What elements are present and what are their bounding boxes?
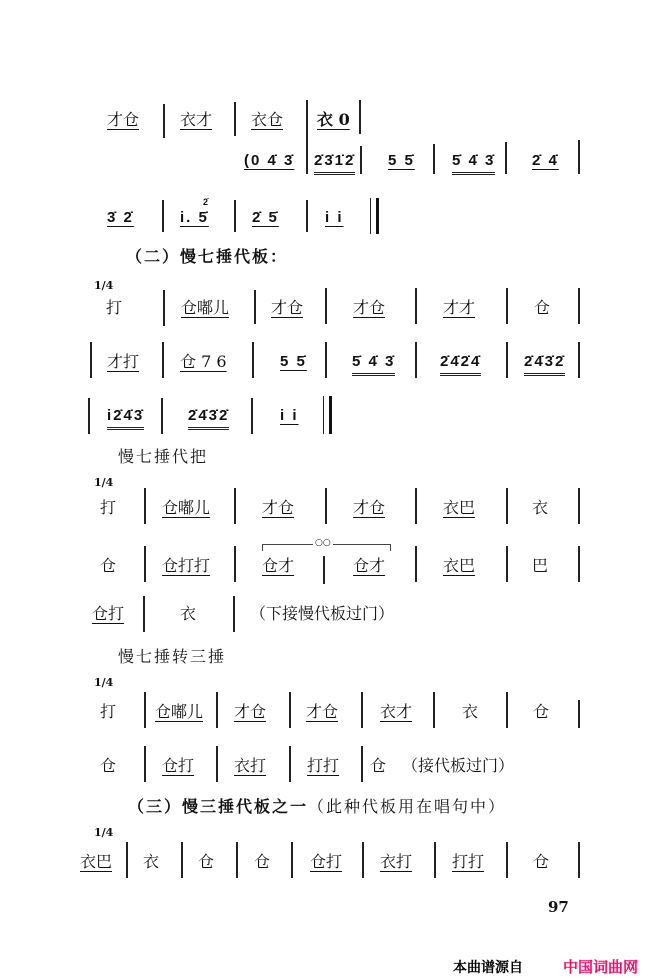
bar-line [359, 100, 361, 134]
bar-line [578, 488, 580, 524]
score-cell: 仓嘟儿 [162, 498, 211, 517]
bar-line [433, 692, 435, 728]
bar-line [216, 746, 218, 782]
score-cell: 仓打打 [162, 556, 211, 575]
footer-site-link[interactable]: 中国词曲网 [563, 958, 639, 976]
section-3-title: 慢七捶代把 [118, 447, 209, 466]
score-cell: 衣才 [380, 702, 413, 721]
bar-line [578, 288, 580, 324]
score-cell: 衣 [462, 702, 479, 721]
bar-line [361, 746, 363, 782]
bar-line [506, 692, 508, 728]
bar-line [360, 146, 362, 174]
bar-line [415, 288, 417, 324]
bar-line [578, 700, 580, 728]
time-signature: 1/4 [94, 826, 114, 839]
bar-line [306, 200, 308, 232]
bar-line [181, 842, 183, 878]
score-cell: 打打 [452, 852, 485, 871]
score-cell: 才仓 [234, 702, 267, 721]
score-cell: i. 5̇ [180, 209, 209, 226]
time-signature: 1/4 [94, 279, 114, 292]
bar-line [506, 342, 508, 378]
score-cell: 仓 [533, 702, 550, 721]
bar-line [216, 692, 218, 728]
score-cell: 衣打 [234, 756, 267, 775]
score-cell: 才仓 [353, 298, 386, 317]
score-cell: 仓 [533, 852, 550, 871]
bar-line [578, 342, 580, 378]
bar-line [234, 102, 236, 136]
bar-line [505, 142, 507, 174]
score-cell: 仓打 [310, 852, 343, 871]
bar-line [506, 488, 508, 524]
repeat-mark: ○○ [315, 538, 331, 548]
bar-line [361, 692, 363, 728]
bar-line [90, 342, 92, 378]
score-cell: 才仓 [262, 498, 295, 517]
score-cell: 5̇ 4̇ 3̇ [352, 352, 395, 376]
final-bar-line [370, 198, 379, 234]
bar-line [163, 104, 165, 138]
bar-line [236, 842, 238, 878]
bar-line [289, 746, 291, 782]
score-cell: 仓 [100, 556, 117, 575]
bar-line [325, 342, 327, 378]
bar-line [234, 200, 236, 232]
bar-line [415, 342, 417, 378]
bar-line [415, 488, 417, 524]
score-cell: 仓才 [262, 556, 295, 575]
bar-line [325, 488, 327, 524]
time-signature: 1/4 [94, 676, 114, 689]
score-cell: 衣 [532, 498, 549, 517]
score-cell: 2̇3̇1̇2̇ [314, 151, 355, 175]
score-cell: 才仓 [353, 498, 386, 517]
bar-line [234, 546, 236, 582]
score-cell: 衣仓 [251, 110, 284, 129]
bar-line [161, 398, 163, 434]
section-5-title-main: （三）慢三捶代板之一 [128, 797, 309, 816]
score-cell: 才仓 [306, 702, 339, 721]
score-cell: 2̇ 4̇ [532, 152, 559, 169]
score-cell: 衣巴 [443, 498, 476, 517]
score-cell: 2̇4̇3̇2̇ [524, 352, 565, 376]
score-cell: 2̇4̇3̇2̇ [188, 406, 229, 430]
bar-line [289, 692, 291, 728]
score-cell: 打 [106, 298, 123, 317]
bar-line [254, 290, 256, 324]
bar-line [323, 556, 325, 584]
score-cell: 衣巴 [443, 556, 476, 575]
score-cell: 5 5̇ [388, 152, 415, 169]
score-cell: 才才 [443, 298, 476, 317]
score-cell: 打 [100, 702, 117, 721]
score-cell: 打打 [307, 756, 340, 775]
bar-line [415, 546, 417, 582]
bar-line [144, 692, 146, 728]
score-cell: 才仓 [107, 110, 140, 129]
bar-line [162, 200, 164, 232]
score-cell: 衣巴 [80, 852, 113, 871]
score-cell: 5 5̇ [280, 353, 307, 370]
score-cell: 仓 [534, 298, 551, 317]
section-5-title-note: （此种代板用在唱句中） [308, 797, 507, 816]
score-cell: 仓 [370, 756, 387, 775]
section-2-title: （二）慢七捶代板： [126, 247, 289, 266]
score-cell: 打 [100, 498, 117, 517]
score-cell: 仓才 [353, 556, 386, 575]
score-cell: 巴 [532, 556, 549, 575]
bar-line [506, 842, 508, 878]
bar-line [578, 842, 580, 878]
time-signature: 1/4 [94, 476, 114, 489]
bar-line [251, 398, 253, 434]
bar-line [252, 342, 254, 378]
bar-line [506, 546, 508, 582]
bar-line [306, 146, 308, 174]
section-4-title: 慢七捶转三捶 [118, 647, 227, 666]
score-cell: 2̇ 5̇ [252, 209, 279, 226]
score-cell: i i [325, 209, 344, 226]
bar-line [291, 842, 293, 878]
score-cell: 才打 [107, 352, 140, 371]
section-5-title [128, 794, 506, 817]
bar-line [233, 596, 235, 632]
final-bar-line [323, 396, 332, 434]
bar-line [234, 488, 236, 524]
score-cell: 3̇ 2̇ [107, 209, 134, 226]
score-cell: 5̇ 4̇ 3̇ [452, 151, 495, 175]
score-cell: 仓 [254, 852, 271, 871]
bar-line [306, 100, 308, 148]
bar-line [143, 596, 145, 632]
score-cell: 衣 [143, 852, 160, 871]
bar-line [578, 546, 580, 582]
bar-line [433, 144, 435, 174]
transition-note: （下接慢代板过门） [250, 604, 395, 623]
bar-line [578, 140, 580, 174]
page-number: 97 [548, 898, 569, 916]
grace-note: 2̇ [203, 197, 209, 207]
bar-line [506, 288, 508, 324]
bar-line [362, 842, 364, 878]
score-cell: 仓打 [162, 756, 195, 775]
score-cell: 衣 0 [317, 110, 350, 129]
bar-line [325, 288, 327, 324]
score-cell: 仓 [100, 756, 117, 775]
score-cell: i2̇4̇3̇ [107, 406, 144, 430]
score-cell: 2̇4̇2̇4̇ [440, 352, 481, 376]
score-cell: 仓 [198, 852, 215, 871]
bar-line [144, 746, 146, 782]
score-cell: (0 4̇ 3̇ [244, 152, 295, 169]
bar-line [126, 842, 128, 878]
bar-line [162, 342, 164, 378]
bar-line [144, 546, 146, 582]
score-cell: i i [280, 407, 299, 424]
transition-note: （接代板过门） [402, 756, 515, 775]
score-cell: 衣 [180, 604, 197, 623]
score-cell: 仓嘟儿 [155, 702, 204, 721]
footer-source-label: 本曲谱源自 [453, 960, 523, 976]
score-cell: 衣打 [380, 852, 413, 871]
bar-line [144, 488, 146, 524]
bar-line [163, 290, 165, 326]
score-cell: 仓 7 6 [180, 352, 227, 371]
score-cell: 才仓 [271, 298, 304, 317]
score-cell: 仓嘟儿 [181, 298, 230, 317]
score-cell: 仓打 [92, 604, 125, 623]
score-cell: 衣才 [180, 110, 213, 129]
bar-line [434, 842, 436, 878]
bar-line [88, 398, 90, 434]
